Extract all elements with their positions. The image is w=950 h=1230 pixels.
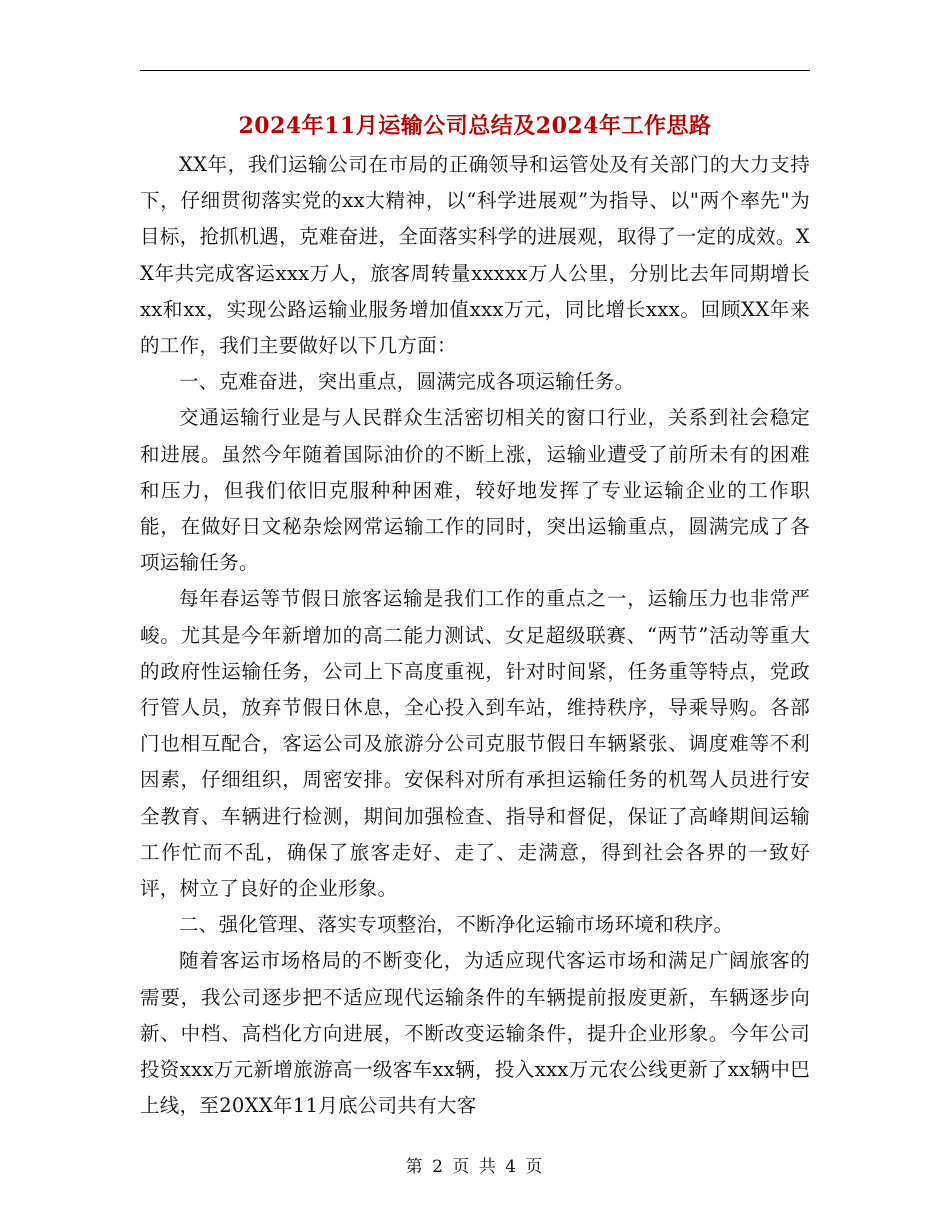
- document-title: 2024年11月运输公司总结及2024年工作思路: [238, 113, 712, 139]
- paragraph-holiday-transport: 每年春运等节假日旅客运输是我们工作的重点之一，运输压力也非常严峻。尤其是今年新增加的高二能力测试、女足超级联赛、“两节”活动等重大的政府性运输任务，公司上下高度重视，针对时间紧，任务重等特点，党政行管人员，放弃节假日休息，全心投入到车站，维持秩序，导乘导购。各部门也相互配合，客运公司及旅游分公司克服节假日车辆紧张、调度难等不利因素，仔细组织，周密安排。安保科对所有承担运输任务的机驾人员进行安全教育、车辆进行检测，期间加强检查、指导和督促，保证了高峰期间运输工作忙而不乱，确保了旅客走好、走了、走满意，得到社会各界的一致好评，树立了良好的企业形象。: [140, 587, 810, 901]
- paragraph-transport-industry: 交通运输行业是与人民群众生活密切相关的窗口行业，关系到社会稳定和进展。虽然今年随着国际油价的不断上涨，运输业遭受了前所未有的困难和压力，但我们依旧克服种种困难，较好地发挥了专业运输企业的工作职能，在做好日文秘杂烩网常运输工作的同时，突出运输重点，圆满完成了各项运输任务。: [140, 406, 810, 575]
- section-heading-1: 一、克难奋进，突出重点，圆满完成各项运输任务。: [179, 370, 635, 394]
- document-body: [140, 147, 810, 1124]
- page-footer: 第 2 页 共 4 页: [405, 1157, 545, 1177]
- section-heading-2: 二、强化管理、落实专项整治，不断净化运输市场环境和秩序。: [179, 913, 734, 937]
- paragraph-intro: XX年，我们运输公司在市局的正确领导和运管处及有关部门的大力支持下，仔细贯彻落实党的xx大精神，以“科学进展观”为指导、以"两个率先"为目标，抢抓机遇，克难奋进，全面落实科学的进展观，取得了一定的成效。XX年共完成客运xxx万人，旅客周转量xxxxx万人公里，分别比去年同期增长xx和xx，实现公路运输业服务增加值xxx万元，同比增长xxx。回顾XX年来的工作，我们主要做好以下几方面：: [140, 153, 810, 358]
- paragraph-market-changes: 随着客运市场格局的不断变化，为适应现代客运市场和满足广阔旅客的需要，我公司逐步把不适应现代运输条件的车辆提前报废更新，车辆逐步向新、中档、高档化方向进展，不断改变运输条件，提升企业形象。今年公司投资xxx万元新增旅游高一级客车xx辆，投入xxx万元农公线更新了xx辆中巴上线，至20XX年11月底公司共有大客: [140, 949, 810, 1118]
- header-rule: [140, 70, 810, 71]
